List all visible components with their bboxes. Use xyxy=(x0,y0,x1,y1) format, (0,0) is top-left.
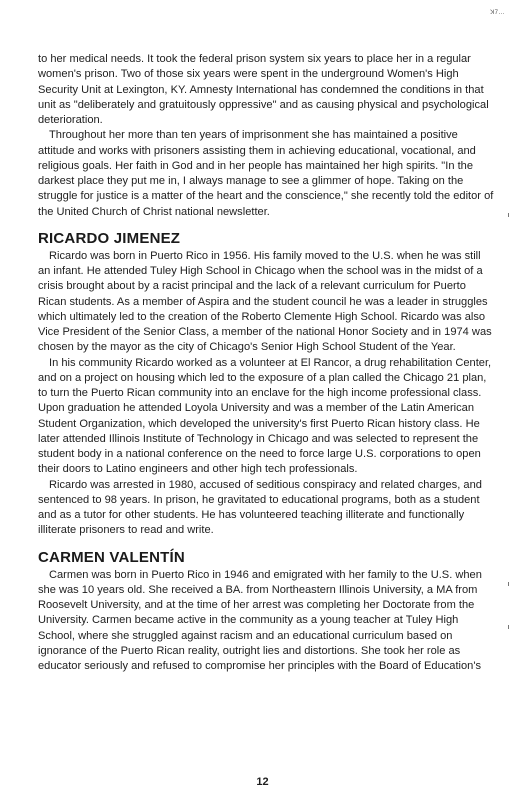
body-paragraph: Ricardo was arrested in 1980, accused of seditious conspiracy and related charges, and sentenced to 98 years. In prison, he gravitated to educational programs, both as a student and as a tutor for other students. He has volunteered teaching illiterate and functionally illiterate prisoners to read and write. xyxy=(38,478,482,537)
section-heading-carmen-valentin: CARMEN VALENTÍN xyxy=(38,548,185,566)
page-number: 12 xyxy=(256,776,269,788)
body-paragraph: to her medical needs. It took the federal prison system six years to place her in a regular women's prison. Two of those six years were spent in the underground Women's High Security Unit at Lexington, KY. Amnesty International has condemned the conditions in that unit as "deliberately and gratuitously oppressive" and as causing physical and psychological deterioration. xyxy=(38,53,489,126)
corner-mark: ꓘ7... xyxy=(490,10,505,16)
body-paragraph: Throughout her more than ten years of imprisonment she has maintained a positive attitude and works with prisoners assisting them in achieving educational, vocational, and religious goals. Her faith in God and in her people has maintained her high spirits. "In the darkest place they put me in, I always manage to see a glimmer of hope. Taking on the struggle for justice is a matter of the heart and the conscience," she recently told the editor of the United Church of Christ national newsletter. xyxy=(38,129,494,218)
margin-mark xyxy=(508,625,509,629)
margin-mark xyxy=(508,213,509,217)
page-body xyxy=(38,52,496,674)
body-paragraph: In his community Ricardo worked as a volunteer at El Rancor, a drug rehabilitation Center, and on a project on housing which led to the exposure of a plan called the Chicago 21 plan, to turn the Puerto Rican community into an enclave for the high income professional class. Upon graduation he attended Loyola University and was a member of the Latin American Student Organization, which developed the university's first Puerto Rican history class. He later attended Illinois Institute of Technology in Chicago and was selected to represent the student body in a national conference on the need to force large U.S. corporations to open their doors to Latino engineers and other high tech professionals. xyxy=(38,356,492,476)
body-paragraph: Ricardo was born in Puerto Rico in 1956. His family moved to the U.S. when he was still an infant. He attended Tuley High School in Chicago when the school was in the midst of a crisis brought about by a racist principal and the lack of a relevant curriculum for Puerto Rican students. As a member of Aspira and the student council he was a leader in struggles which ultimately led to the creation of the Roberto Clemente High School. Ricardo was also Vice President of the Senior Class, a member of the national Honor Society and in 1974 was chosen by the mayor as the city of Chicago's Senior High School Student of the Year. xyxy=(38,249,492,354)
section-heading-ricardo-jimenez: RICARDO JIMENEZ xyxy=(38,229,181,247)
body-paragraph: Carmen was born in Puerto Rico in 1946 and emigrated with her family to the U.S. when she was 10 years old. She received a BA. from Northeastern Illinois University, a MA from Roosevelt University, and at the time of her arrest was completing her Doctorate from the University. Carmen became active in the community as a young teacher at Tuley High School, where she struggled against racism and an educational curriculum based on ignorance of the Puerto Rican reality, outright lies and distortions. She took her role as educator seriously and refused to compromise her principles with the Board of Education's xyxy=(38,568,482,672)
margin-mark xyxy=(508,582,509,586)
